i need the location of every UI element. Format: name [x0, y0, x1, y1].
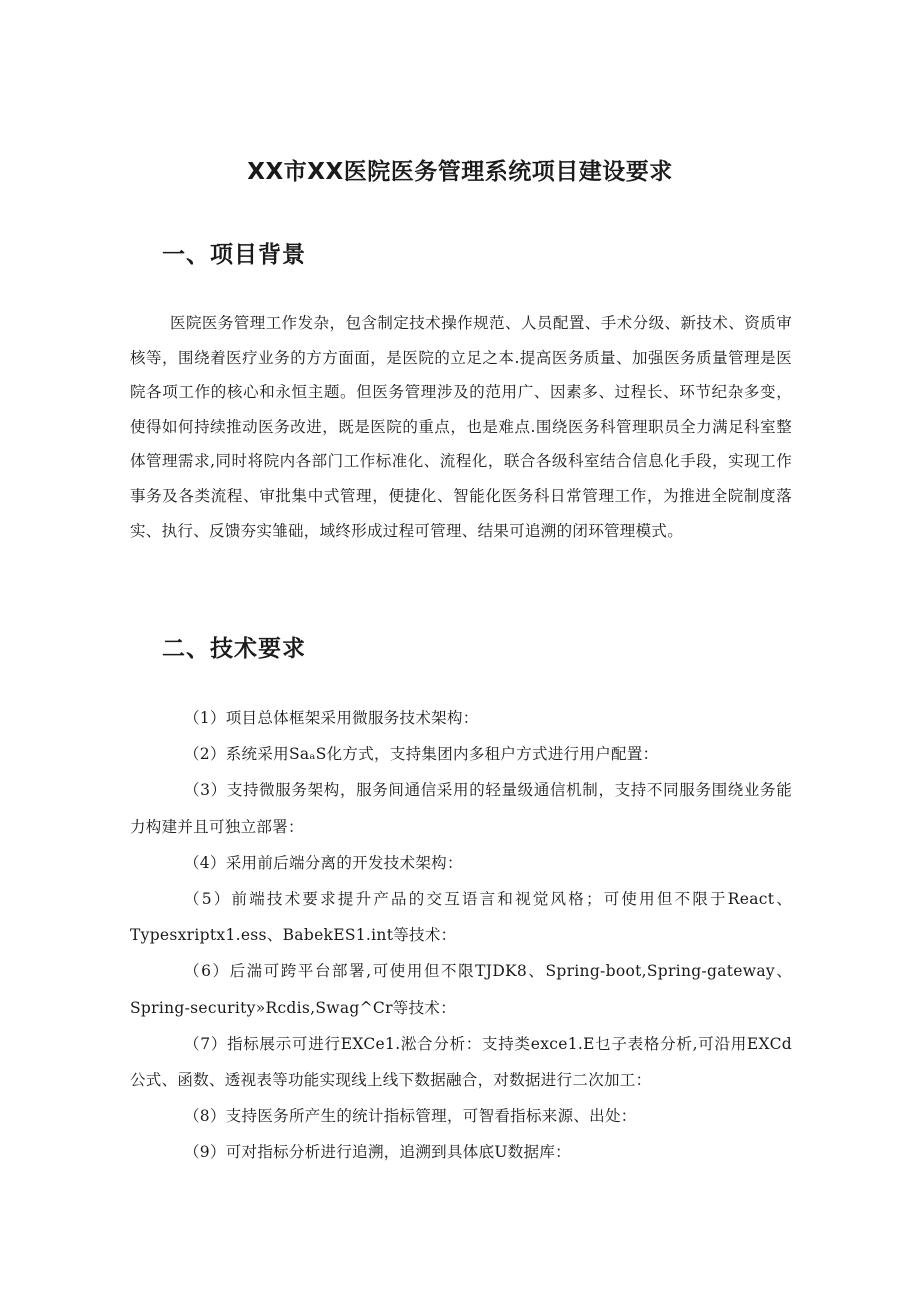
requirement-item: （6）后湍可跨平台部署,可使用但不限TJDK8、Spring-boot,Spring-gateway、Spring-security»Rcdis,Swag^Cr等技术：	[130, 962, 792, 1017]
requirement-item: （1）项目总体框架采用微服务技术架构：	[184, 709, 479, 727]
section-heading-technical-requirements: 二、技术要求	[162, 636, 306, 662]
requirement-item: （9）可对指标分析进行追溯，追溯到具体底U数据库：	[184, 1143, 571, 1162]
requirement-item: （5）前端技术要求提升产品的交互语言和视觉风格；可使用但不限于React、Typesxriptx1.ess、BabekES1.int等技术：	[130, 890, 792, 945]
document-title: XX市XX医院医务管理系统项目建设要求	[247, 159, 673, 185]
requirements-list	[130, 700, 792, 1171]
requirement-item: （4）采用前后端分离的开发技术架构：	[184, 853, 463, 872]
requirement-item: （8）支持医务所产生的统计指标管理，可智看指标来源、出处：	[184, 1107, 637, 1126]
section-heading-background: 一、项目背景	[162, 242, 306, 268]
background-paragraph: 医院医务管理工作发杂，包含制定技术操作规范、人员配置、手术分级、新技术、资质审核等，围绕着医疗业务的方方面面，是医院的立足之本.提高医务质量、加强医务质量管理是医院各项工作的核心和永恒主题。但医务管理涉及的范用广、因素多、过程长、环节纪杂多变，使得如何持续推动医务改进，既是医院的重点，也是难点.围绕医务科管理职员全力满足科室整体管理需求,同时将院内各部门工作标准化、流程化，联合各级科室结合信息化手段，实现工作事务及各类流程、审批集中式管理，便捷化、智能化医务科日常管理工作，为推进全院制度落实、执行、反馈夯实雏础，域终形成过程可管理、结果可追溯的闭环管理模式。	[130, 314, 792, 540]
requirement-item: （2）系统采用SaₐS化方式，支持集团内多租户方式进行用户配置：	[184, 745, 659, 764]
requirement-item: （7）指标展示可进行EXCe1.淞合分析：支持类exce1.E乜子表格分析,可沿用EXCd公式、函数、透视表等功能实现线上线下数据融合，对数据进行二次加工：	[130, 1034, 792, 1090]
requirement-item: （3）支持微服务架构，服务间通信采用的轻量级通信机制，支持不同服务围绕业务能力构建并且可独立部署：	[130, 781, 792, 836]
